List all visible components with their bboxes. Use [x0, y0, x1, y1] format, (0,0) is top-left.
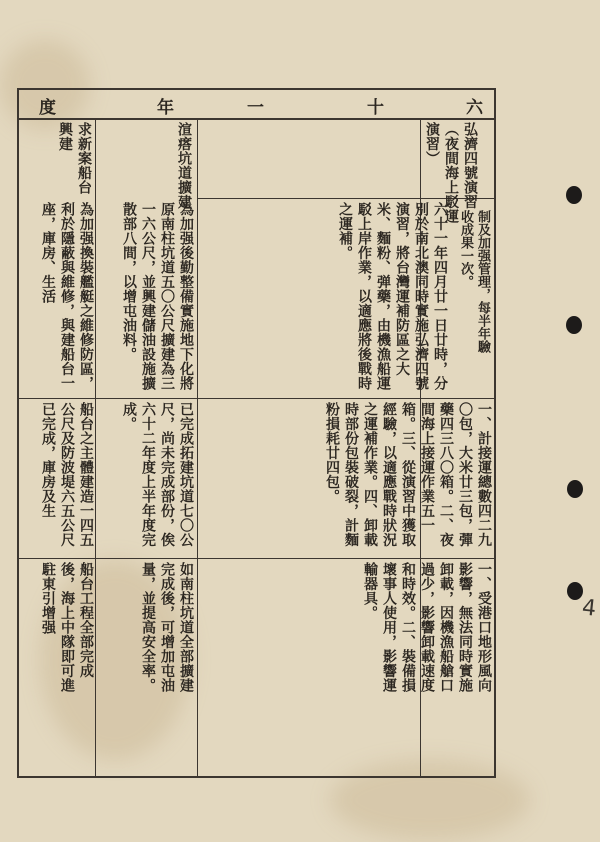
document-table — [17, 88, 496, 778]
review-cell: 一、受港口地形風向影響，無法同時實施卸載，因機漁船艙口過少，影響卸載速度和時效。二、裝備損壞事人使用，影響運輸器具。 — [362, 562, 492, 693]
header-char: 一 — [247, 98, 264, 118]
header-char: 年 — [157, 98, 174, 118]
item-title-cell: 求新案船台興建 — [57, 122, 92, 195]
result-cell: 船台之主體建造一四五公尺及防波堤六五公尺已完成，庫房及生 — [40, 402, 94, 547]
binder-hole — [567, 480, 583, 498]
binder-hole — [566, 186, 582, 204]
item-title-cell: 弘濟四號演習（夜間海上駁運演習） — [424, 122, 478, 224]
review-cell: 船台工程全部完成後，海上中隊即可進駐東引增强 — [40, 562, 94, 693]
table-header — [19, 90, 494, 120]
header-char: 十 — [367, 98, 384, 118]
column-divider — [95, 118, 96, 776]
header-char: 度 — [39, 98, 56, 118]
item-title-cell: 渲瘩坑道擴建 — [176, 122, 192, 209]
binder-hole — [566, 316, 582, 334]
page-number: 六 — [466, 98, 483, 118]
result-cell: 一、計接運總數四二九〇包，大米廿三包，彈藥四三八〇箱。二、夜間海上接運作業五一箱。三、從演習中獲取經驗，以適應戰時狀況之運補作業。四、卸載時部份包裝破裂，計麵粉損耗廿四包。 — [324, 402, 492, 547]
result-cell: 已完成拓建坑道七〇公尺，尚未完成部份，俟六十二年度上半年度完成。 — [121, 402, 194, 547]
description-cell: 為加强換裝艦艇之維修防區，利於隱蔽與維修，與建船台一座，庫房、生活 — [40, 202, 94, 391]
description-cell: 為加强後勤整備實施地下化將原南柱坑道五〇公尺擴建為三一六公尺，並興建儲油設施擴散部八間，以增屯油料。 — [121, 202, 194, 391]
row-divider — [19, 558, 494, 559]
description-cell: 六十一年四月廿一日廿時，分別於南北澳同時實施弘濟四號演習，將台灣運補防區之大米、麵粉、弹藥，由機漁船運駁上岸作業，以適應將後戰時之運補。 — [337, 202, 448, 391]
margin-note: 4 — [580, 595, 598, 622]
note-cell: 制及加强管理，每半年驗收成果一次。 — [458, 210, 490, 353]
review-cell: 如南柱坑道全部擴建完成後，可增加屯油量，並提高安全率。 — [140, 562, 194, 693]
row-divider — [19, 398, 494, 399]
column-divider — [197, 118, 198, 776]
binder-hole — [567, 582, 583, 600]
